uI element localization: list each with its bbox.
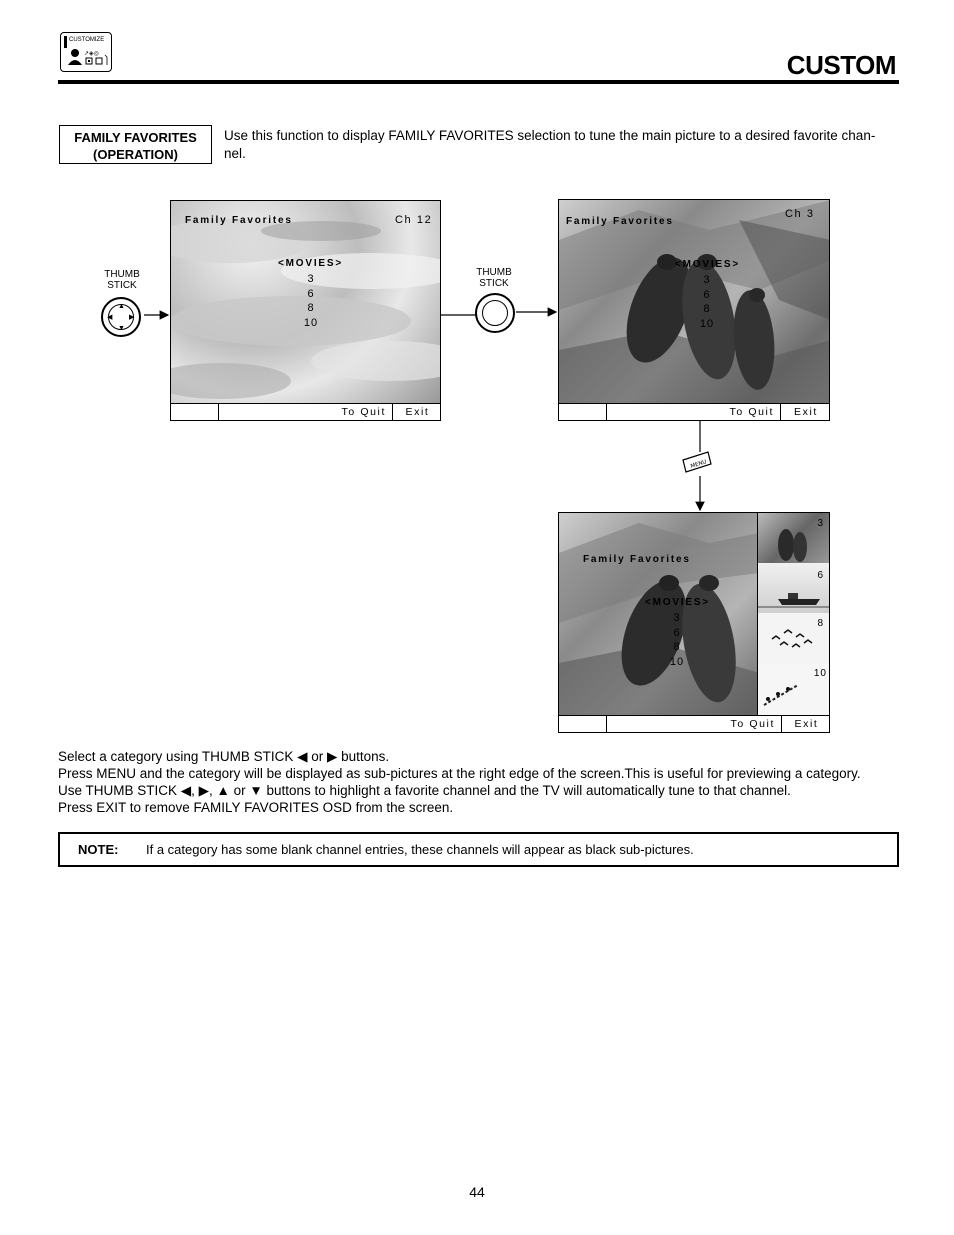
note-text: If a category has some blank channel entries, these channels will appear as black sub-pictures. [146,842,694,857]
screen2-channel: Ch 3 [785,208,815,220]
screen1-exit: Exit [405,406,430,418]
note-box [58,832,899,867]
instructions [58,748,918,816]
instruction-line: Use THUMB STICK ◀, ▶, ▲ or ▼ buttons to highlight a favorite channel and the TV will automatically tune to that channel. [58,783,791,798]
subpicture-2-channel: 6 [817,570,823,581]
list-item: 3 [703,274,711,286]
list-item: 6 [673,626,681,639]
screen3-exit: Exit [794,718,819,730]
screen3-category: <MOVIES> [645,597,710,608]
thumb-stick-label-2: THUMB STICK [476,267,512,289]
list-item: 10 [699,317,715,330]
subpicture-1[interactable] [757,513,830,564]
tv-screen-1 [170,200,441,421]
tv-screen-2 [558,199,830,421]
list-item: 6 [307,287,315,300]
screen2-to-quit: To Quit [607,404,781,420]
thumb-stick-icon-1: ▲ ▼ ◀ ▶ [101,297,141,337]
subpicture-4-channel: 10 [813,668,827,679]
list-item: 3 [307,273,315,285]
page-title: CUSTOM [786,50,896,80]
screen2-title: Family Favorites [566,216,674,227]
screen1-title: Family Favorites [185,215,293,226]
section-label-line2: (OPERATION) [93,147,178,162]
screen1-category: <MOVIES> [278,258,343,269]
screen2-exit: Exit [794,406,818,418]
intro-line2: nel. [224,146,246,161]
subpicture-2[interactable] [757,563,830,614]
intro-line1: Use this function to display FAMILY FAVORITES selection to tune the main picture to a desired favorite chan- [224,128,876,143]
instruction-line: Press MENU and the category will be displayed as sub-pictures at the right edge of the screen.This is useful for previewing a category. [58,766,861,781]
svg-text:MENU: MENU [690,459,708,470]
badge-label: CUSTOMIZE [69,37,105,43]
list-item: 8 [673,641,681,653]
subpicture-1-channel: 3 [817,518,823,529]
screen2-status-bar [559,403,829,420]
page-number: 44 [469,1184,485,1200]
screen3-status-bar [559,715,829,732]
list-item: 8 [703,303,711,315]
subpicture-3[interactable] [757,613,830,664]
section-label-line1: FAMILY FAVORITES [74,130,197,145]
screen3-to-quit: To Quit [607,716,782,732]
screen2-channel-list [695,273,719,331]
list-item: 6 [703,288,711,301]
list-item: 8 [307,302,315,314]
subpicture-4[interactable] [757,663,830,718]
thumb-stick-label-1: THUMB STICK [104,269,140,291]
screen1-status-bar [171,403,440,420]
svg-text:↗◈◎: ↗◈◎ [84,50,99,57]
list-item: 10 [669,655,685,668]
screen1-to-quit: To Quit [219,404,393,420]
instruction-line: Select a category using THUMB STICK ◀ or ▶ buttons. [58,749,390,764]
list-item: 10 [303,316,319,329]
instruction-line: Press EXIT to remove FAMILY FAVORITES OSD from the screen. [58,800,454,815]
screen3-title: Family Favorites [583,554,691,565]
menu-button-icon [680,450,714,476]
subpicture-3-channel: 8 [817,618,823,629]
thumb-stick-icon-2 [475,293,515,333]
list-item: 3 [673,612,681,624]
note-label: NOTE: [78,842,119,857]
screen2-category: <MOVIES> [675,259,740,270]
sea-lions-image-main [559,513,759,718]
screen3-channel-list [665,611,689,669]
tv-screen-3 [558,512,830,733]
screen1-channel: Ch 12 [395,214,433,226]
screen1-channel-list [299,272,323,330]
